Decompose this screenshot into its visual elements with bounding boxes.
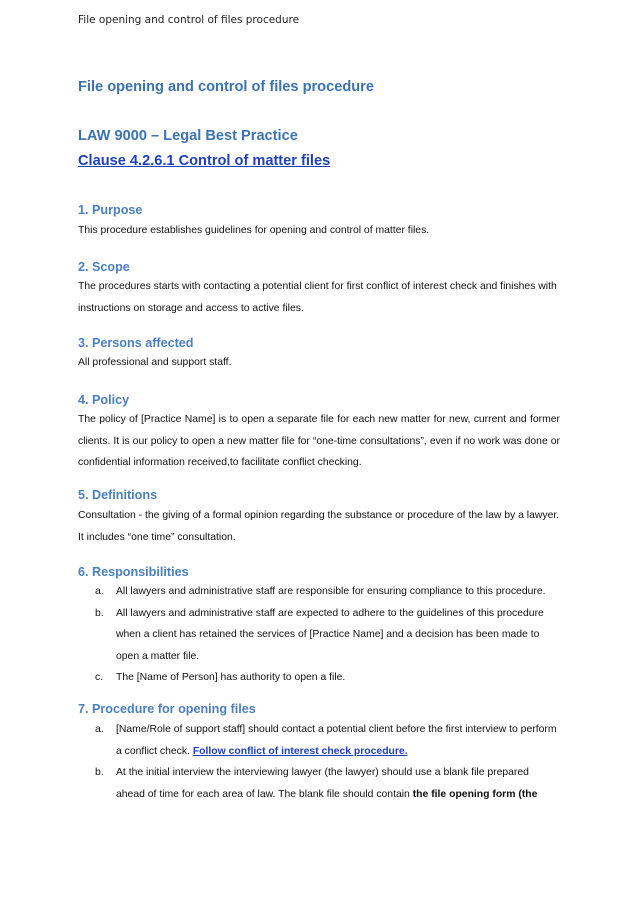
list-item bbox=[78, 719, 560, 762]
definitions-text: Consultation - the giving of a formal opinion regarding the substance or procedure of the law by a lawyer. It includes “one time” consultation. bbox=[78, 510, 560, 543]
policy-text: The policy of [Practice Name] is to open a separate file for each new matter for new, current and former clients. It is our policy to open a new matter file for “one-time consultations”, even if no work was done or confidential information received,to facilitate conflict checking. bbox=[78, 414, 560, 468]
list-item-text: [Name/Role of support staff] should contact a potential client before the first interview to perform a conflict check. bbox=[116, 724, 557, 757]
clause-title: Clause 4.2.6.1 Control of matter files bbox=[78, 153, 331, 169]
list-marker: a. bbox=[95, 724, 104, 735]
list-item bbox=[78, 581, 560, 603]
list-item-text: At the initial interview the interviewing lawyer (the lawyer) should use a blank file prepared ahead of time for each area of law. The blank file should contain bbox=[116, 767, 529, 800]
scope-heading: 2. Scope bbox=[78, 260, 130, 274]
responsibilities-heading: 6. Responsibilities bbox=[78, 565, 189, 579]
purpose-text: This procedure establishes guidelines for opening and control of matter files. bbox=[78, 225, 430, 236]
list-item bbox=[78, 762, 560, 805]
file-opening-form-text: the file opening form (the bbox=[412, 788, 538, 800]
list-item-text: All lawyers and administrative staff are responsible for ensuring compliance to this procedure. bbox=[116, 586, 546, 597]
scope-text: The procedures starts with contacting a potential client for first conflict of interest check and finishes with instructions on storage and access to active files. bbox=[78, 281, 557, 314]
purpose-heading: 1. Purpose bbox=[78, 203, 143, 217]
list-marker: a. bbox=[95, 586, 104, 597]
document-title: File opening and control of files procedure bbox=[78, 79, 374, 95]
list-item bbox=[78, 667, 560, 689]
law-title: LAW 9000 – Legal Best Practice bbox=[78, 128, 298, 144]
persons-heading: 3. Persons affected bbox=[78, 336, 194, 350]
policy-heading: 4. Policy bbox=[78, 393, 130, 407]
responsibilities-list bbox=[78, 581, 560, 689]
procedure-list bbox=[78, 719, 560, 805]
list-marker: b. bbox=[95, 607, 104, 619]
definitions-heading: 5. Definitions bbox=[78, 488, 158, 502]
list-marker: c. bbox=[95, 672, 104, 683]
list-marker: b. bbox=[95, 767, 104, 778]
conflict-check-procedure-link[interactable]: Follow conflict of interest check procedure. bbox=[192, 745, 408, 757]
procedure-heading: 7. Procedure for opening files bbox=[78, 702, 256, 716]
persons-text: All professional and support staff. bbox=[78, 357, 232, 368]
list-item-text: All lawyers and administrative staff are expected to adhere to the guidelines of this procedure when a client has retained the services of [Practice Name] and a decision has been made to open a matter file. bbox=[116, 607, 544, 662]
list-item-text: The [Name of Person] has authority to open a file. bbox=[116, 672, 346, 683]
list-item bbox=[78, 603, 560, 668]
running-header: File opening and control of files procedure bbox=[78, 14, 300, 26]
